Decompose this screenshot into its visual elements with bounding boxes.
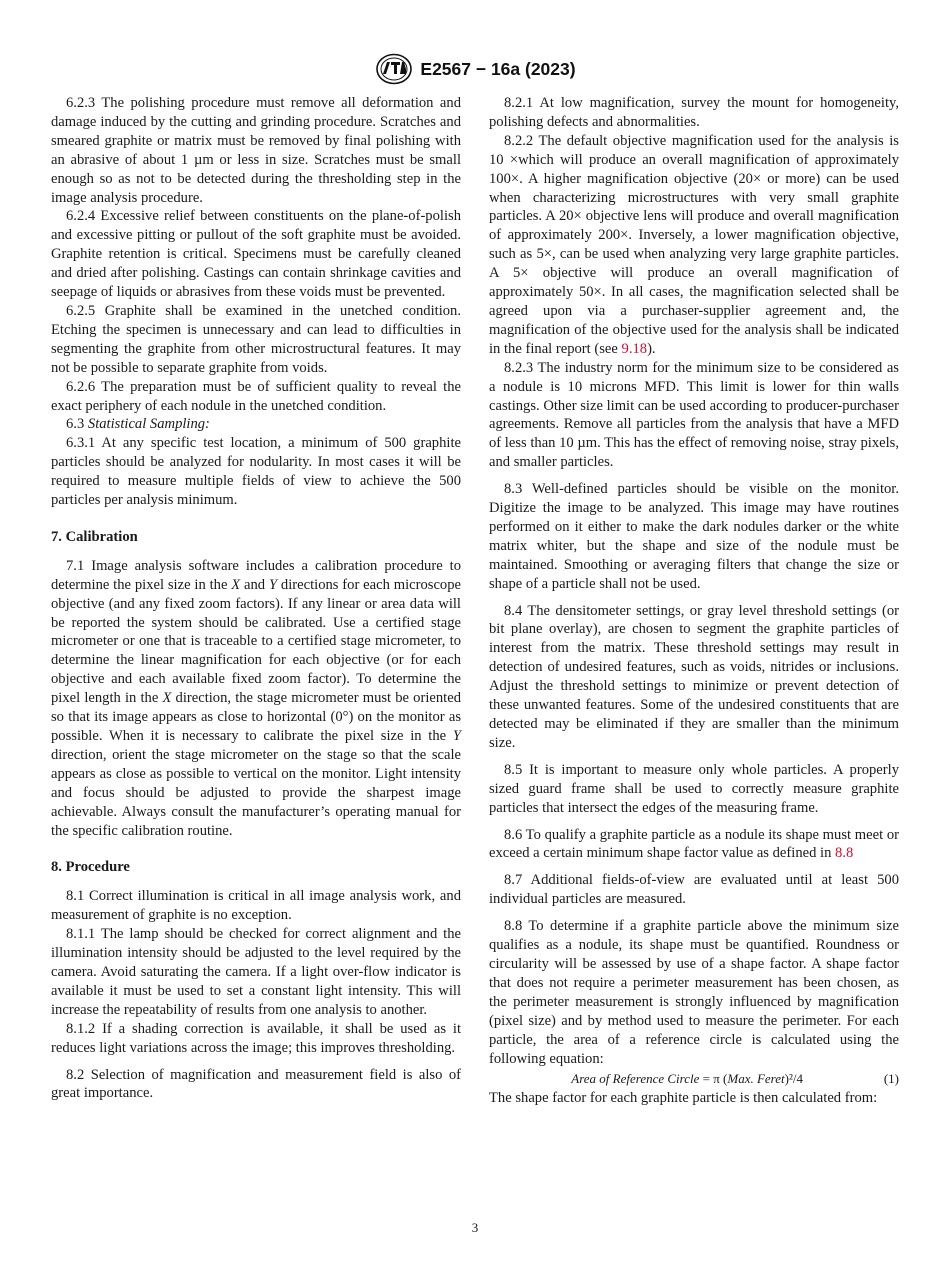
equation-1-body: Area of Reference Circle = π (Max. Feret)²/4 [571, 1071, 803, 1087]
section-6-3 [51, 415, 461, 434]
section-6-2-4: 6.2.4 Excessive relief between constituents on the plane-of-polish and excessive pitting or pullout of the soft graphite must be avoided. Graphite retention is critical. Specimens must be carefully cleaned and dried after polishing. Castings can contain shrinkage cavities and seepage of liquids or abrasives from these voids must be prevented. [51, 208, 461, 301]
equation-1 [489, 1070, 899, 1089]
section-6-2-5: 6.2.5 Graphite shall be examined in the unetched condition. Etching the specimen is unnecessary and can lead to difficulties in segmenting the graphite from other microstructural features. It may not be possible to separate graphite from voids. [51, 302, 461, 376]
document-designation: E2567 − 16a (2023) [420, 58, 576, 79]
section-8-2-1: 8.2.1 At low magnification, survey the mount for homogeneity, polishing defects and abnormalities. [489, 95, 899, 130]
section-8-1: 8.1 Correct illumination is critical in all image analysis work, and measurement of graphite is no exception. [51, 888, 461, 924]
heading-procedure: 8. Procedure [51, 859, 130, 876]
section-8-2-3: 8.2.3 The industry norm for the minimum size to be considered as a nodule is 10 microns MFD. This limit is lower for thin walls castings. Other size limit can be used according to producer-purchaser agreements. Remove all particles from the analysis that have a MFD of less than 10 µm. This has the effect of removing noise, stray pixels, and smaller particles. [489, 359, 899, 471]
section-6-3-title: Statistical Sampling: [87, 416, 210, 433]
section-8-5: 8.5 It is important to measure only whole particles. A properly sized guard frame shall be used to correctly measure graphite particles that intersect the edges of the measuring frame. [489, 761, 899, 816]
section-8-1-1: 8.1.1 The lamp should be checked for correct alignment and the illumination intensity should be adjusted to the level required by the camera. Avoid saturating the camera. If a light over-flow indicator is available it must be used to set a constant light intensity. This will increase the repeatability of results from one analysis to another. [51, 926, 461, 1018]
section-8-4: 8.4 The densitometer settings, or gray level threshold settings (or bit plane overlay), are chosen to segment the graphite particles of interest from the matrix. These threshold settings may result in detection of undesired features, such as voids, nitrides or inclusions. Adjust the threshold settings to minimize or prevent detection of these unwanted features. Some of the undesired constituents that are detected may be eliminated if they are smaller than the minimum size. [489, 602, 899, 751]
section-8-8: 8.8 To determine if a graphite particle above the minimum size qualifies as a nodule, its shape must be quantified. Roundness or circularity will be assessed by use of a shape factor. A shape factor that does not require a perimeter measurement has been chosen, as the perimeter measurement is strongly influenced by magnification (pixel size) and by method used to measure the perimeter. For each particle, the area of a reference circle is calculated using the following equation: [489, 918, 899, 1067]
left-column [51, 94, 461, 1103]
section-8-2: 8.2 Selection of magnification and measurement field is also of great importance. [51, 1066, 461, 1102]
right-column [489, 94, 899, 1108]
page-header [0, 52, 950, 86]
section-8-7: 8.7 Additional fields-of-view are evaluated until at least 500 individual particles are measured. [489, 872, 899, 908]
reference-link-8-8[interactable]: 8.8 [835, 845, 854, 862]
section-8-1-2: 8.1.2 If a shading correction is available, it shall be used as it reduces light variations across the image; this improves thresholding. [51, 1020, 461, 1056]
section-6-2-3: 6.2.3 The polishing procedure must remove all deformation and damage induced by the cutting and grinding procedure. Scratches and smeared graphite or matrix must be removed by final polishing with an abrasive of about 1 µm or less in size. Scratches must be small enough so as not to be detected during the thresholding step in the image analysis procedure. [51, 95, 461, 206]
heading-calibration: 7. Calibration [51, 528, 138, 545]
section-8-2-2: 8.2.2 The default objective magnification used for the analysis is 10 ×which will produce an overall magnification of approximately 100×. A higher magnification objective (20× or more) can be used when characterizing microstructures with very small graphite particles. A 20× objective lens will produce and overall magnification of approximately 200×. Inversely, a lower magnification objective, such as 5×, can be used when analyzing very large graphite particles. A 5× objective will produce an overall magnification of approximately 50×. In all cases, the magnification selected shall be agreed upon via a purchaser-supplier agreement and, the magnification of the objective used for the analysis shall be indicated in the final report (see 9.18). [489, 132, 899, 357]
equation-1-number: (1) [883, 1071, 899, 1087]
section-8-6: 8.6 To qualify a graphite particle as a nodule its shape must meet or exceed a certain minimum shape factor value as defined in 8.8 [489, 826, 899, 862]
section-6-3-1: 6.3.1 At any specific test location, a minimum of 500 graphite particles should be analyzed for nodularity. In most cases it will be required to measure multiple fields of view to achieve the 500 particles per analysis minimum. [51, 435, 461, 509]
after-equation-text: The shape factor for each graphite particle is then calculated from: [489, 1090, 878, 1107]
section-6-2-6: 6.2.6 The preparation must be of sufficient quality to reveal the exact periphery of each nodule in the unetched condition. [51, 378, 461, 414]
section-8-3: 8.3 Well-defined particles should be visible on the monitor. Digitize the image to be analyzed. This image may have routines performed on it either to make the dark nodules darker or the white matrix whiter, but the shape and size of the nodule must be maintained. Smoothing or averaging filters that change the size or shape of a particle shall not be used. [489, 481, 899, 592]
page-number: 3 [471, 1220, 479, 1235]
section-6-3-number: 6.3 [66, 416, 85, 433]
section-7-1: 7.1 Image analysis software includes a calibration procedure to determine the pixel size in the X and Y directions for each microscope objective (and any fixed zoom factors). If any linear or area data will be reported the system should be calibrated. Use a certified stage micrometer or one that is traceable to a certified stage micrometer, to determine the linear magnification for each objective (or for each objective and each available fixed zoom factor). To determine the pixel length in the X direction, the stage micrometer must be oriented so that its image appears as close to horizontal (0°) on the monitor as possible. When it is necessary to calibrate the pixel size in the Y direction, orient the stage micrometer on the stage so that the scale appears as close as possible to vertical on the monitor. Light intensity and focus should be adjusted to provide the sharpest image achievable. Always consult the manufacturer’s operating manual for the specific calibration routine. [51, 557, 461, 839]
astm-logo-icon [374, 53, 414, 85]
reference-link-9-18[interactable]: 9.18 [621, 340, 648, 357]
